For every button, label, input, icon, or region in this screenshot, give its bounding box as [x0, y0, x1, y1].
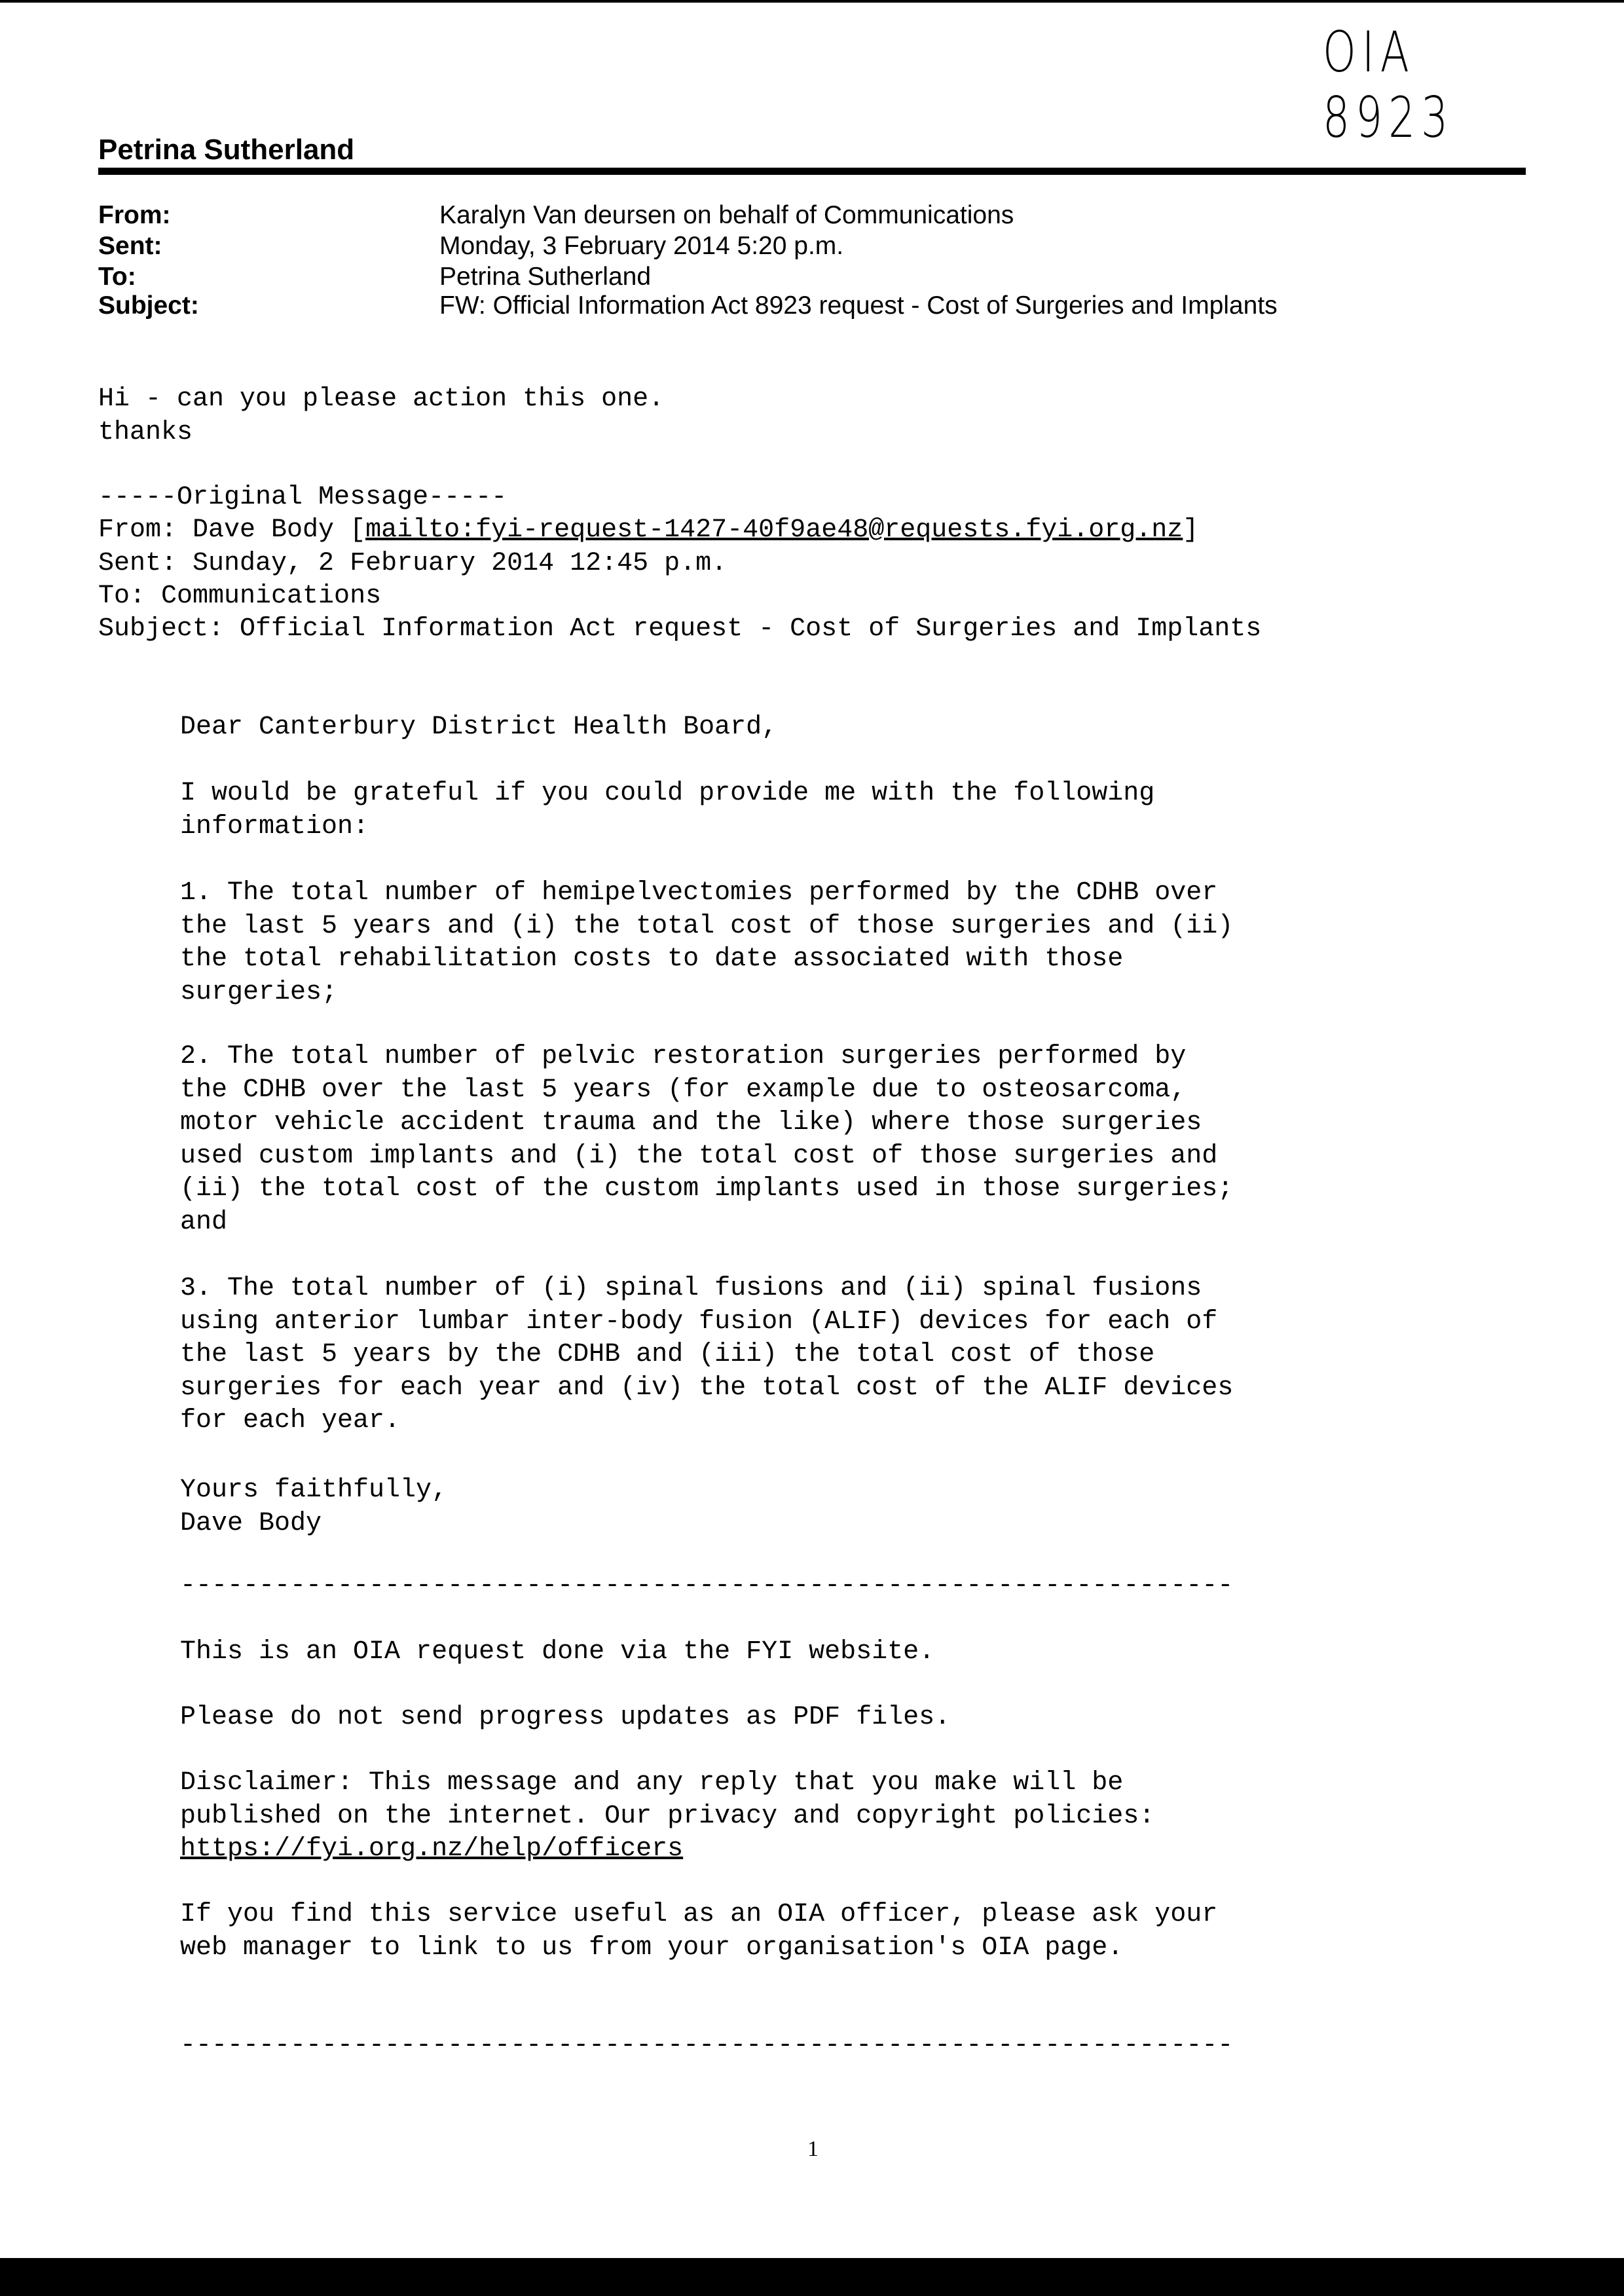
letter-item-1: 1. The total number of hemipelvectomies performed by the CDHB over the last 5 years and (i) the total cost of those surgeries and (ii) the total rehabilitation costs to date associated with those surgeries; [180, 878, 1234, 1007]
body-line-1: Hi - can you please action this one. [98, 384, 665, 414]
sent-value: Monday, 3 February 2014 5:20 p.m. [439, 232, 844, 260]
title-rule [98, 168, 1526, 175]
original-from [98, 514, 1198, 547]
subject-label: Subject: [98, 291, 199, 320]
page-title: Petrina Sutherland [98, 134, 355, 166]
footer-no-pdf: Please do not send progress updates as PDF files. [180, 1703, 951, 1732]
to-value: Petrina Sutherland [439, 263, 652, 291]
policy-link[interactable]: https://fyi.org.nz/help/officers [180, 1834, 684, 1864]
letter-intro: I would be grateful if you could provide me with the following information: [180, 779, 1155, 842]
letter-greeting: Dear Canterbury District Health Board, [180, 713, 778, 742]
original-sent: Sent: Sunday, 2 February 2014 12:45 p.m. [98, 549, 728, 578]
footer-via: This is an OIA request done via the FYI website. [180, 1637, 935, 1667]
scan-edge-top [0, 0, 1624, 3]
subject-value: FW: Official Information Act 8923 request - Cost of Surgeries and Implants [439, 291, 1278, 320]
original-subject: Subject: Official Information Act request - Cost of Surgeries and Implants [98, 614, 1262, 644]
scan-edge-bottom [0, 2258, 1624, 2296]
divider-bottom: ------------------------------------------------------------------- [180, 2031, 1234, 2060]
from-label: From: [98, 201, 171, 229]
handwritten-reference: OIA 8923 [1323, 20, 1454, 151]
to-label: To: [98, 263, 136, 291]
original-from-prefix: From: Dave Body [ [98, 515, 366, 545]
divider-top: ------------------------------------------------------------------- [180, 1571, 1234, 1601]
footer-useful: If you find this service useful as an OIA officer, please ask your web manager to link to us from your organisation's OIA page. [180, 1900, 1218, 1963]
from-value: Karalyn Van deursen on behalf of Communications [439, 201, 1014, 229]
original-to: To: Communications [98, 582, 382, 611]
letter-item-2: 2. The total number of pelvic restoration surgeries performed by the CDHB over the last 5 years (for example due to osteosarcoma, motor vehicle accident trauma and the like) where those surgeries used custom implants and (i) the total cost of those surgeries and (ii) the total cost of the custom implants used in those surgeries; and [180, 1042, 1234, 1237]
footer-disclaimer: Disclaimer: This message and any reply that you make will be published on the internet. Our privacy and copyright policies: [180, 1768, 1155, 1831]
letter-item-3: 3. The total number of (i) spinal fusions and (ii) spinal fusions using anterior lumbar inter-body fusion (ALIF) devices for each of the last 5 years by the CDHB and (iii) the total cost of those surgeries for each year and (iv) the total cost of the ALIF devices for each year. [180, 1274, 1234, 1435]
sent-label: Sent: [98, 232, 162, 260]
mailto-link[interactable]: mailto:fyi-request-1427-40f9ae48@requests.fyi.org.nz [365, 515, 1183, 545]
body-line-2: thanks [98, 418, 193, 447]
original-from-suffix: ] [1183, 515, 1199, 545]
page-number: 1 [807, 2137, 819, 2161]
letter-closing: Yours faithfully, Dave Body [180, 1475, 448, 1538]
original-separator: -----Original Message----- [98, 483, 507, 512]
